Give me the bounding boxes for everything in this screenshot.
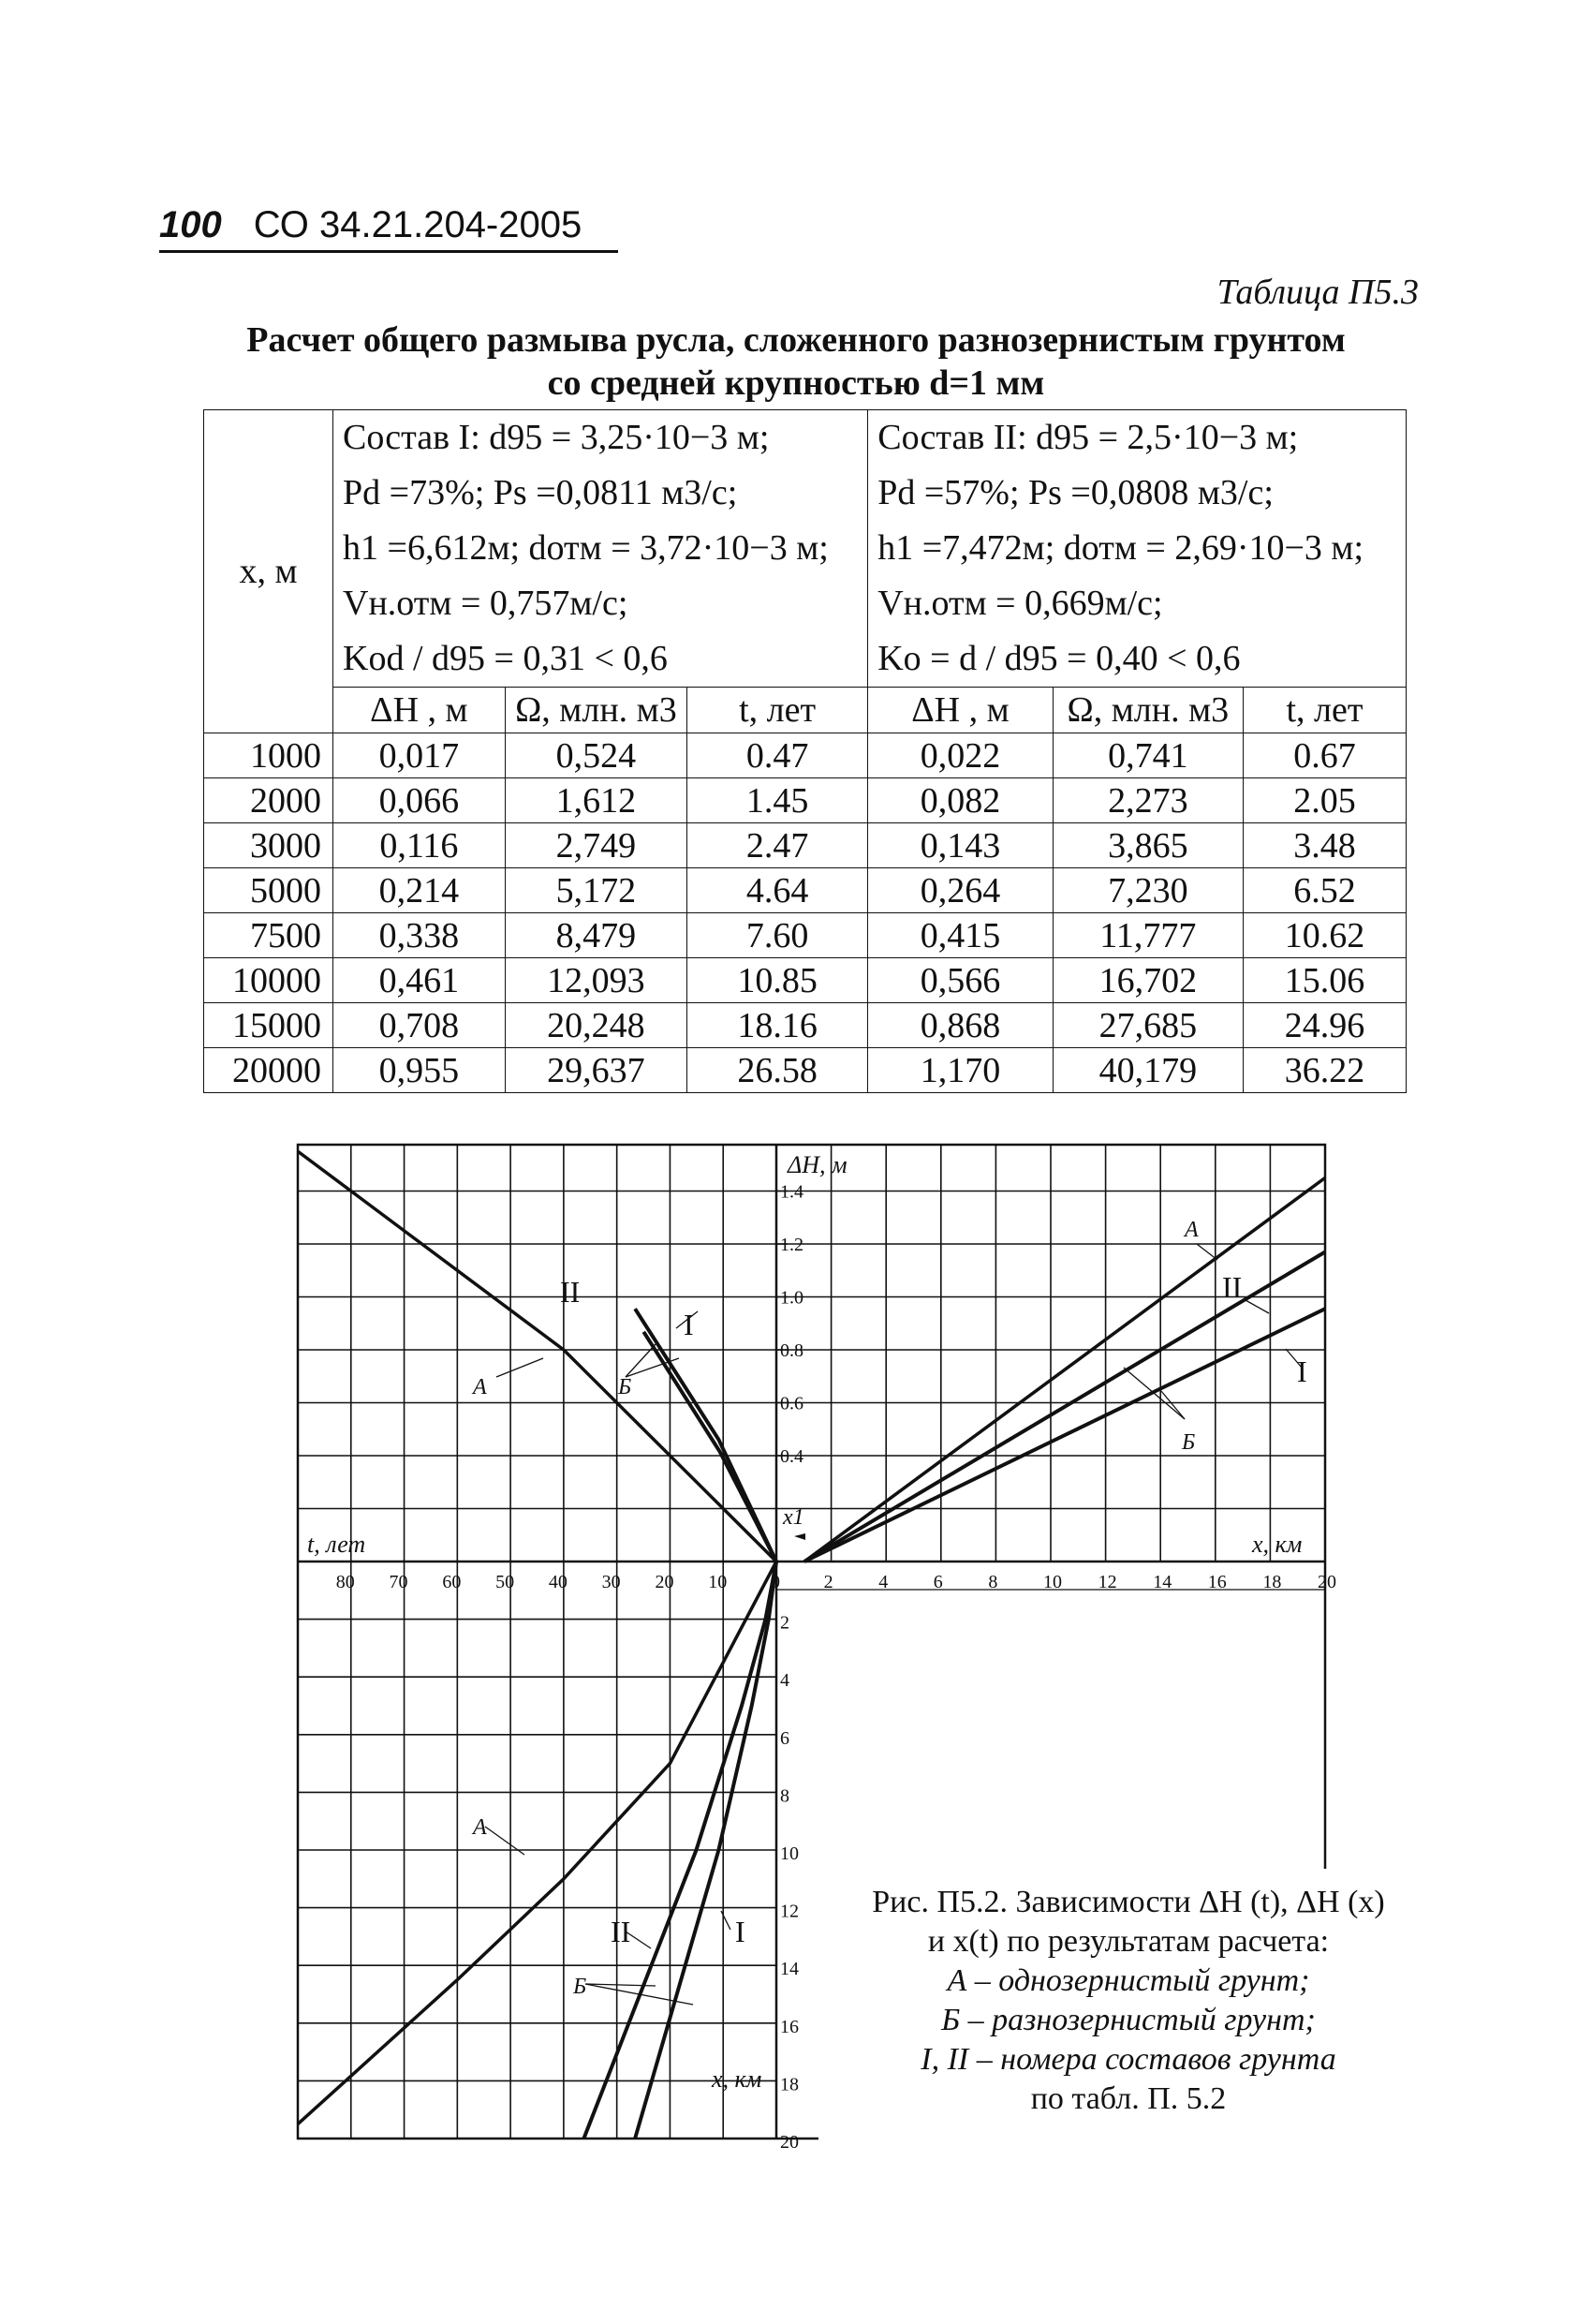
cell-value: 0,955: [333, 1048, 506, 1093]
cell-value: 1.45: [687, 778, 868, 823]
cell-x: 20000: [204, 1048, 333, 1093]
label-A-bottom: А: [473, 1815, 487, 1840]
comp1-line: Kоd / d95 = 0,31 < 0,6: [343, 639, 668, 678]
leader-line: [1197, 1244, 1217, 1260]
t-tick-label: 10: [708, 1572, 728, 1592]
cell-value: 20,248: [505, 1003, 686, 1048]
col-omega-2: Ω, млн. м3: [1053, 688, 1243, 733]
t-tick-label: 0: [771, 1572, 780, 1592]
cell-value: 0,524: [505, 733, 686, 778]
comp2-line: h1 =7,472м; dотм = 2,69·10−3 м;: [877, 528, 1364, 568]
x-tick-label: 20: [1318, 1572, 1336, 1592]
cell-x: 1000: [204, 733, 333, 778]
leader-line: [1246, 1300, 1269, 1313]
leader-line: [1124, 1368, 1185, 1419]
dH-tick-label: 1.4: [780, 1181, 803, 1203]
dH-tick-label: 1.0: [780, 1287, 803, 1309]
cell-value: 0,143: [868, 823, 1053, 868]
cell-value: 0,708: [333, 1003, 506, 1048]
cell-value: 15.06: [1243, 958, 1406, 1003]
cell-x: 10000: [204, 958, 333, 1003]
cell-value: 40,179: [1053, 1048, 1243, 1093]
x-tick-label: 12: [1098, 1572, 1117, 1592]
label-I-bottom: I: [735, 1915, 745, 1948]
label-I: I: [1297, 1354, 1307, 1388]
leader-line: [1161, 1391, 1185, 1419]
label-A: А: [1185, 1218, 1199, 1242]
series-A-dH-x: [804, 1177, 1325, 1562]
cell-value: 1,170: [868, 1048, 1053, 1093]
cell-value: 3,865: [1053, 823, 1243, 868]
page-number: 100: [159, 204, 222, 245]
cell-value: 0,566: [868, 958, 1053, 1003]
x-down-tick-label: 4: [780, 1670, 789, 1692]
cell-value: 0,461: [333, 958, 506, 1003]
dH-tick-label: 1.2: [780, 1235, 803, 1255]
series-A-x-t: [298, 1562, 776, 2124]
cell-x: 5000: [204, 868, 333, 913]
x-tick-label: 8: [988, 1572, 998, 1592]
table-title-line1: Расчет общего размыва русла, сложенного разнозернистым грунтом: [246, 320, 1346, 360]
cell-value: 7,230: [1053, 868, 1243, 913]
x1-arrow: [794, 1533, 805, 1540]
cell-x: 2000: [204, 778, 333, 823]
x-down-tick-label: 10: [780, 1843, 799, 1864]
cell-x: 15000: [204, 1003, 333, 1048]
cell-value: 0,017: [333, 733, 506, 778]
figure-caption-line: по табл. П. 5.2: [1030, 2081, 1227, 2116]
cell-value: 10.62: [1243, 913, 1406, 958]
figure-caption: [824, 1883, 1433, 2119]
x-down-tick-label: 16: [780, 2016, 799, 2037]
table-label: Таблица П5.3: [1216, 273, 1419, 312]
series-A-dH-t: [298, 1151, 776, 1562]
cell-value: 18.16: [687, 1003, 868, 1048]
label-A-left: А: [473, 1375, 487, 1399]
col-dH-1: ΔH , м: [333, 688, 506, 733]
cell-value: 2.47: [687, 823, 868, 868]
x-tick-label: 10: [1043, 1572, 1062, 1592]
x-tick-label: 16: [1207, 1572, 1227, 1592]
t-tick-label: 60: [442, 1572, 462, 1592]
series-II-dH-t: [643, 1332, 776, 1562]
label-II-bottom: II: [611, 1915, 631, 1948]
x-tick-label: 18: [1262, 1572, 1282, 1592]
label-II-left: II: [560, 1275, 581, 1309]
dH-axis-label: ΔH, м: [788, 1151, 848, 1178]
x-tick-label: 14: [1153, 1572, 1172, 1592]
col-t-2: t, лет: [1243, 688, 1406, 733]
cell-value: 26.58: [687, 1048, 868, 1093]
cell-value: 0,066: [333, 778, 506, 823]
cell-value: 0.47: [687, 733, 868, 778]
cell-value: 0.67: [1243, 733, 1406, 778]
cell-value: 11,777: [1053, 913, 1243, 958]
comp2-line: Состав II: d95 = 2,5·10−3 м;: [877, 418, 1299, 457]
x-down-tick-label: 14: [780, 1959, 799, 1980]
cell-value: 4.64: [687, 868, 868, 913]
x-tick-label: 2: [823, 1572, 833, 1592]
comp2-line: Vн.отм = 0,669м/с;: [877, 584, 1163, 623]
t-tick-label: 70: [389, 1572, 408, 1592]
figure-caption-line: Б – разнозернистый грунт;: [941, 2003, 1316, 2037]
cell-value: 12,093: [505, 958, 686, 1003]
cell-value: 27,685: [1053, 1003, 1243, 1048]
cell-value: 0,022: [868, 733, 1053, 778]
t-tick-label: 40: [548, 1572, 568, 1592]
cell-x: 3000: [204, 823, 333, 868]
cell-value: 0,214: [333, 868, 506, 913]
cell-value: 2,273: [1053, 778, 1243, 823]
x-tick-label: 6: [933, 1572, 943, 1592]
cell-value: 0,338: [333, 913, 506, 958]
comp1-line: Состав I: d95 = 3,25·10−3 м;: [343, 418, 770, 457]
comp1-line: Pd =73%; Ps =0,0811 м3/с;: [343, 473, 738, 512]
cell-value: 0,116: [333, 823, 506, 868]
figure-caption-line: Рис. П5.2. Зависимости ΔH (t), ΔH (x): [872, 1885, 1385, 1919]
cell-value: 24.96: [1243, 1003, 1406, 1048]
cell-value: 29,637: [505, 1048, 686, 1093]
document-code: СО 34.21.204-2005: [253, 204, 582, 245]
cell-value: 10.85: [687, 958, 868, 1003]
figure-caption-line: А – однозернистый грунт;: [947, 1963, 1310, 1998]
col-t-1: t, лет: [687, 688, 868, 733]
comp1-line: h1 =6,612м; dотм = 3,72·10−3 м;: [343, 528, 829, 568]
table-title-line2: со средней крупностью d=1 мм: [547, 363, 1045, 403]
t-axis-label: t, лет: [307, 1531, 366, 1558]
x-tick-label: 4: [878, 1572, 889, 1592]
x1-label: x1: [783, 1505, 804, 1530]
col-dH-2: ΔH , м: [868, 688, 1053, 733]
cell-value: 0,264: [868, 868, 1053, 913]
t-tick-label: 80: [335, 1572, 355, 1592]
comp2-line: Kо = d / d95 = 0,40 < 0,6: [877, 639, 1241, 678]
cell-value: 36.22: [1243, 1048, 1406, 1093]
x-down-tick-label: 6: [780, 1727, 789, 1749]
cell-value: 0,415: [868, 913, 1053, 958]
series-I-dH-x: [804, 1309, 1325, 1562]
leader-line: [496, 1358, 543, 1377]
label-B-left: Б: [618, 1375, 632, 1399]
x-down-tick-label: 12: [780, 1901, 799, 1922]
cell-value: 8,479: [505, 913, 686, 958]
dH-tick-label: 0.4: [780, 1446, 803, 1467]
figure-caption-line: I, II – номера составов грунта: [921, 2042, 1336, 2077]
x-down-tick-label: 18: [780, 2074, 799, 2095]
cell-value: 3.48: [1243, 823, 1406, 868]
t-tick-label: 50: [495, 1572, 515, 1592]
label-I-left: I: [684, 1308, 694, 1341]
t-tick-label: 20: [655, 1572, 674, 1592]
cell-value: 0,868: [868, 1003, 1053, 1048]
cell-value: 1,612: [505, 778, 686, 823]
label-B-bottom: Б: [573, 1975, 587, 1999]
dH-tick-label: 0.8: [780, 1340, 803, 1361]
cell-value: 16,702: [1053, 958, 1243, 1003]
series-II-dH-x: [804, 1252, 1325, 1562]
x-column-header: x, м: [204, 410, 333, 733]
cell-value: 5,172: [505, 868, 686, 913]
x-axis-label-right: x, км: [1252, 1531, 1303, 1558]
t-tick-label: 30: [601, 1572, 621, 1592]
cell-value: 6.52: [1243, 868, 1406, 913]
cell-value: 2.05: [1243, 778, 1406, 823]
dH-tick-label: 0.6: [780, 1393, 803, 1414]
x-down-tick-label: 8: [780, 1785, 789, 1807]
x-down-tick-label: 2: [780, 1612, 789, 1634]
cell-x: 7500: [204, 913, 333, 958]
cell-value: 2,749: [505, 823, 686, 868]
cell-value: 0,741: [1053, 733, 1243, 778]
figure-caption-line: и x(t) по результатам расчета:: [927, 1924, 1330, 1959]
x-down-tick-label: 20: [780, 2132, 799, 2153]
x-axis-label-down: x, км: [712, 2065, 762, 2093]
col-omega-1: Ω, млн. м3: [505, 688, 686, 733]
cell-value: 7.60: [687, 913, 868, 958]
comp1-line: Vн.отм = 0,757м/с;: [343, 584, 628, 623]
label-B: Б: [1182, 1430, 1196, 1455]
comp2-line: Pd =57%; Ps =0,0808 м3/с;: [877, 473, 1274, 512]
label-II: II: [1222, 1270, 1243, 1304]
cell-value: 0,082: [868, 778, 1053, 823]
